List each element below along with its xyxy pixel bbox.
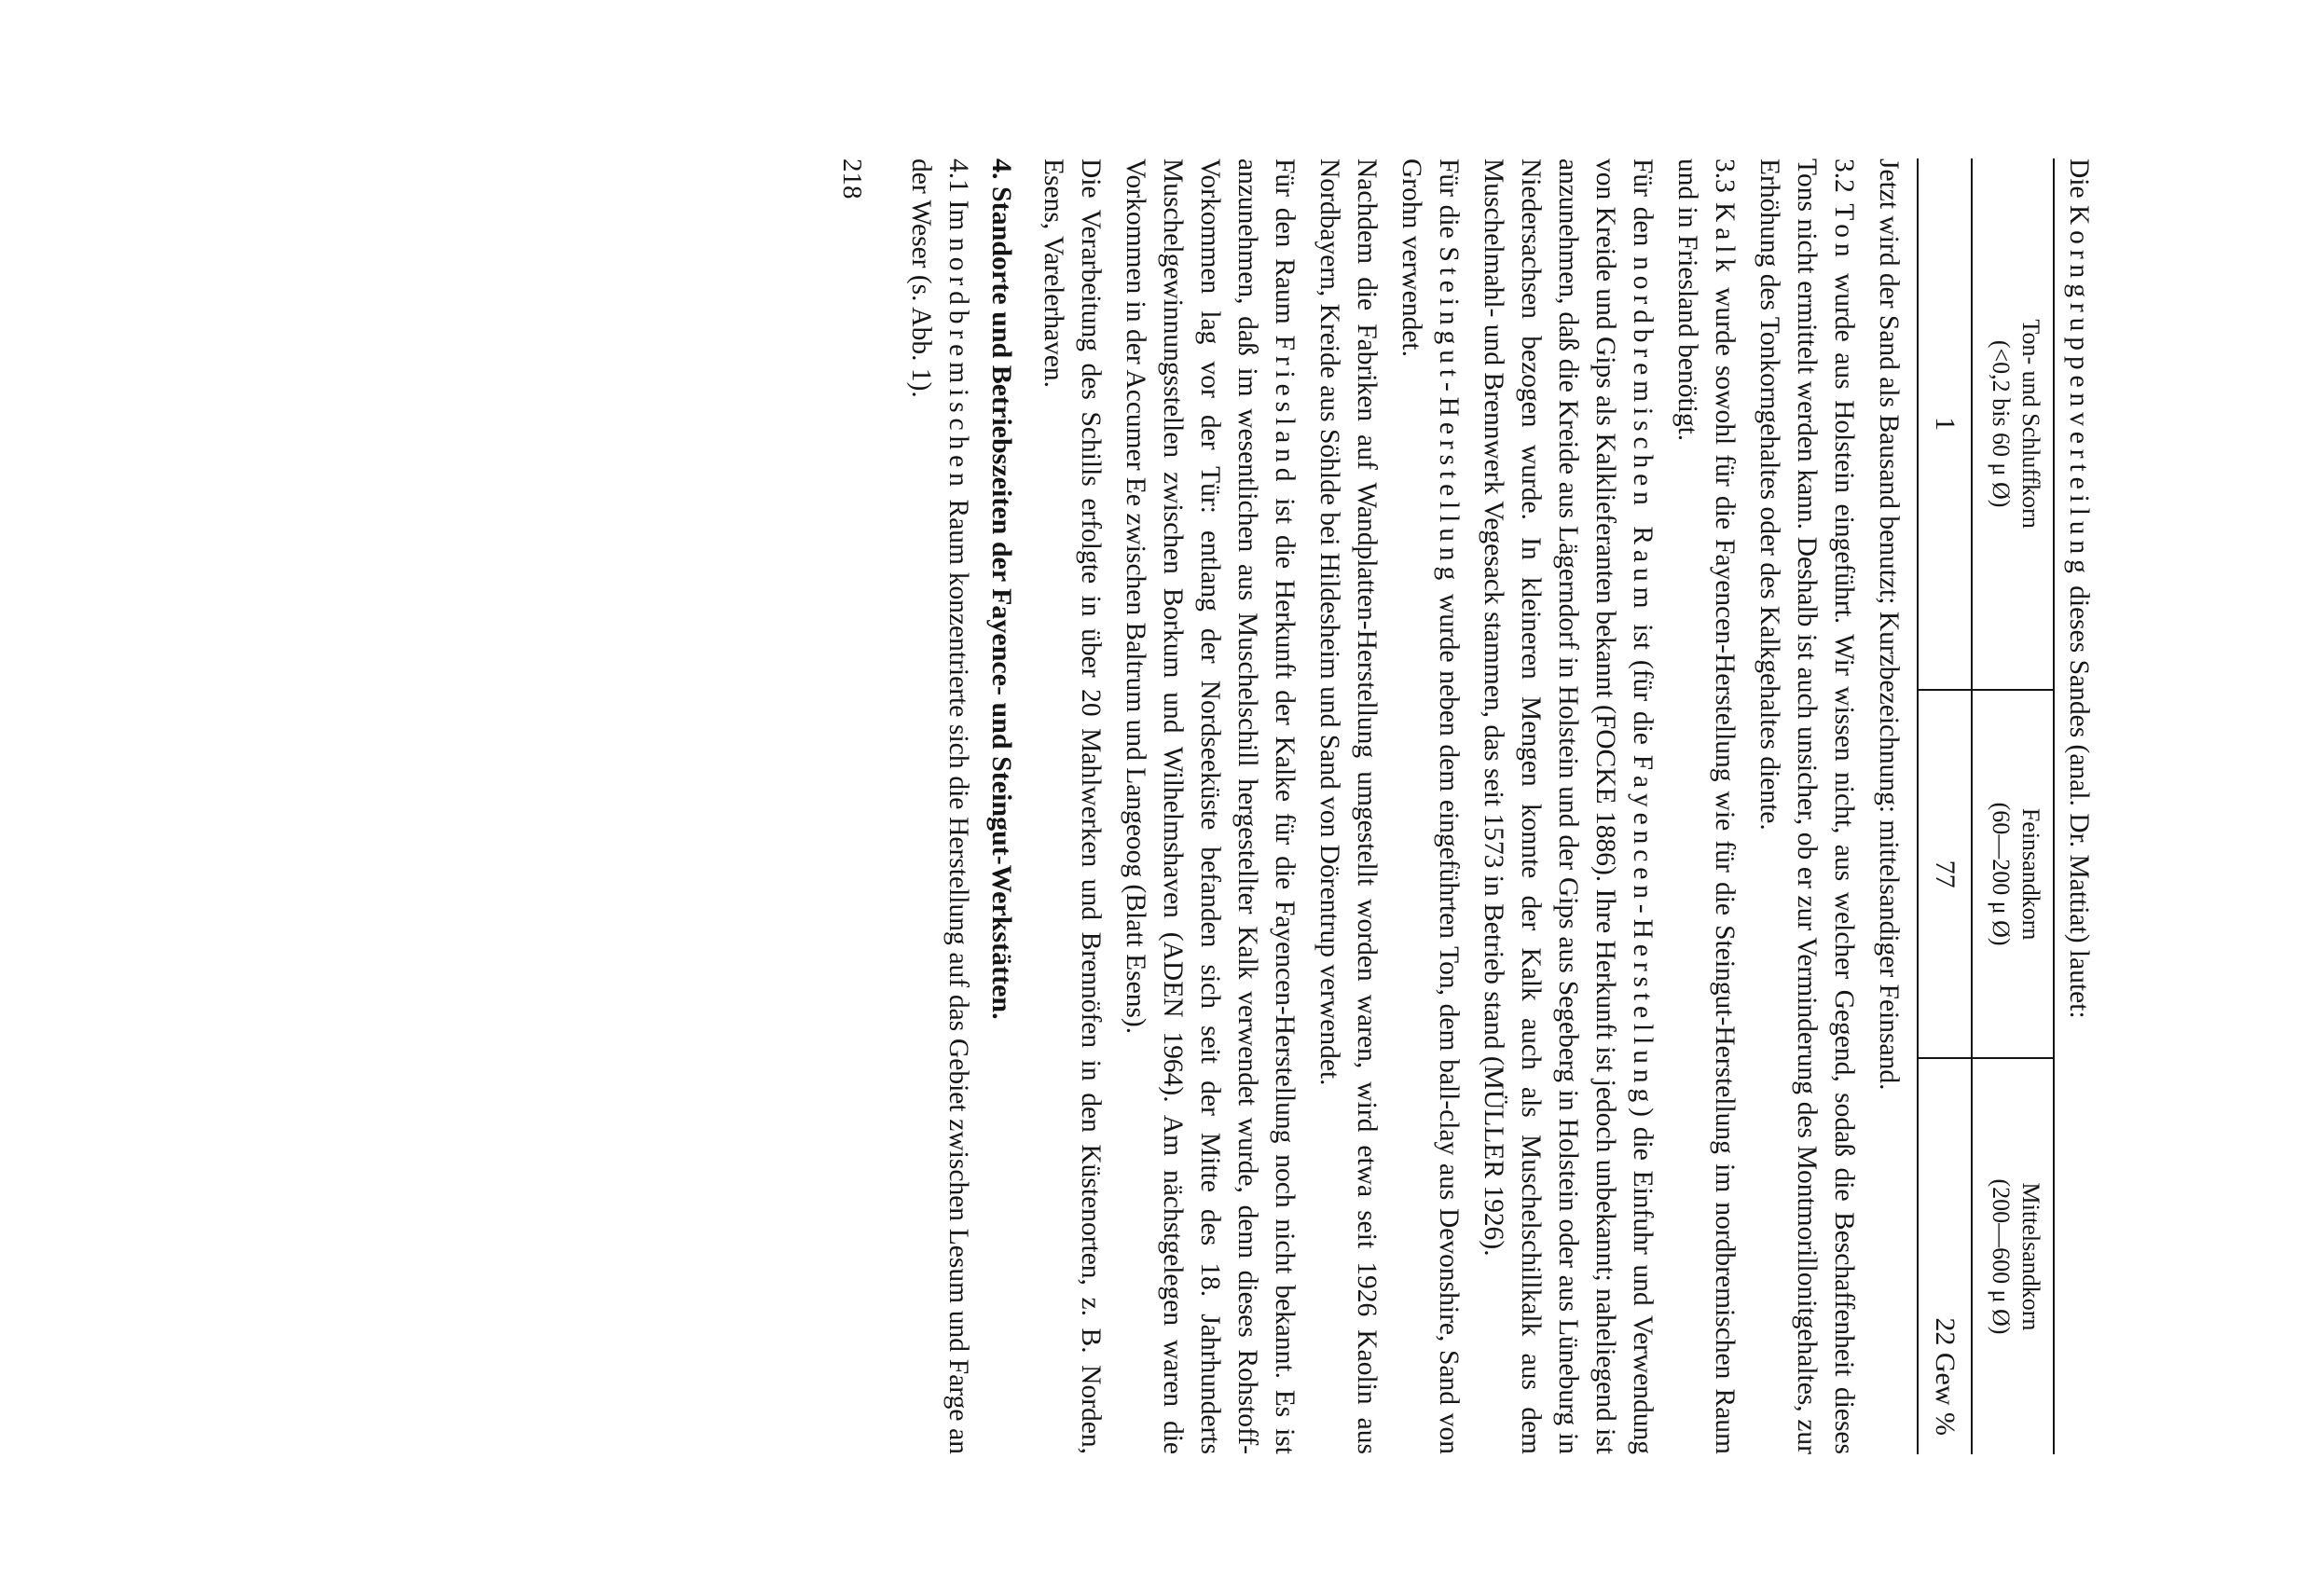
spaced-term: nordbremischen Raum xyxy=(1628,256,1658,614)
header-fine-sand: Feinsandkorn (60—200 μ Ø) xyxy=(1972,690,2054,1058)
section-3-2: 3.2 Ton wurde aus Holstein eingeführt. Wir wissen nicht, aus welcher Gegend, sodaß die Beschaffenheit dieses Tons nicht ermittelt werden kann. Deshalb ist auch unsicher, ob er zur Verminderung des Montmorillonitgehaltes, zur Erhöhung des Tonkorngehaltes oder des Kalkgehaltes diente. xyxy=(1755,158,1859,1455)
value-clay-silt: 1 xyxy=(1918,158,1972,690)
section-3-3: 3.3 Kalk wurde sowohl für die Fayencen-Herstellung wie für die Steingut-Herstellung im nordbremischen Raum und in Friesland benötigt. xyxy=(1672,158,1740,1455)
table-header-row xyxy=(1972,158,2054,1454)
paragraph-steingut: Für die Steingut-Herstellung wurde neben dem eingeführten Ton, dem ball-clay aus Devonshire, Sand von Grohn verwendet. xyxy=(1397,158,1464,1454)
spaced-term: Ton xyxy=(1829,203,1859,263)
paragraph-nordbremisch: Für den nordbremischen Raum ist (für die Fayencen-Herstellung) die Einfuhr und Verwendung von Kreide und Gips als Kalklieferanten bekannt (FOCKE 1886). Ihre Herkunft ist jedoch unbekannt; naheliegend ist anzunehmen, daß die Kreide aus Lägerndorf in Holstein und der Gips aus Segeberg in Holstein oder aus Lüneburg in Niedersachsen bezogen wurde. In kleineren Mengen konnte der Kalk auch als Muschelschillkalk aus dem Muschelmahl- und Brennwerk Vegesack stammen, das seit 1573 in Betrieb stand (MÜLLER 1926). xyxy=(1479,158,1658,1455)
rotated-page xyxy=(326,158,2098,1454)
value-fine-sand: 77 xyxy=(1918,690,1972,1058)
spaced-term: Steingut-Herstellung xyxy=(1434,246,1464,586)
section-4-1: 4.1 Im nordbremischen Raum konzentrierte sich die Herstellung auf das Gebiet zwischen Lesum und Farge an der Weser (s. Abb. 1). xyxy=(906,158,973,1454)
value-medium-sand: 22 Gew % xyxy=(1918,1058,1972,1454)
grain-size-table xyxy=(1917,158,2055,1454)
spaced-term: Friesland xyxy=(1270,335,1300,488)
section-heading-4: 4. Standorte und Betriebszeiten der Fayence- und Steingut-Werkstätten. xyxy=(986,158,1017,1020)
page-number: 218 xyxy=(837,158,867,200)
paragraph-verarbeitung: Die Verarbeitung des Schills erfolgte in über 20 Mahlwerken und Brennöfen in den Küstenorten, z. B. Norden, Esens, Varelerhaven. xyxy=(1039,158,1106,1454)
header-medium-sand: Mittelsandkorn (200—600 μ Ø) xyxy=(1972,1058,2054,1454)
paragraph-fabriken: Nachdem die Fabriken auf Wandplatten-Herstellung umgestellt worden waren, wird etwa seit 1926 Kaolin aus Nordbayern, Kreide aus Söhlde bei Hildesheim und Sand von Dörentrup verwendet. xyxy=(1314,158,1382,1454)
spaced-term: Fayencen-Herstellung xyxy=(1628,754,1658,1108)
spaced-term: Kalk xyxy=(1710,202,1740,278)
table-row xyxy=(1918,158,1972,1454)
paragraph-friesland: Für den Raum Friesland ist die Herkunft der Kalke für die Fayencen-Herstellung noch nicht bekannt. Es ist anzunehmen, daß im wesentlichen aus Muschelschill hergestellter Kalk verwendet wurde, denn dieses Rohstoff-Vorkommen lag vor der Tür: entlang der Nordseeküste befanden sich seit der Mitte des 18. Jahrhunderts Muschelgewinnungsstellen zwischen Borkum und Wilhelmshaven (ADEN 1964). Am nächstgelegen waren die Vorkommen in der Accumer Ee zwischen Baltrum und Langeoog (Blatt Esens). xyxy=(1121,158,1300,1454)
intro-line: Die Korngruppenverteilung dieses Sandes (anal. Dr. Mattiat) lautet: xyxy=(2064,158,2094,1019)
header-clay-silt: Ton- und Schluffkorn (<0,2 bis 60 μ Ø) xyxy=(1972,158,2054,690)
spaced-term: nordbremischen xyxy=(943,238,973,492)
after-table-text: Jetzt wird der Sand als Bausand benutzt; Kurzbezeichnung: mittelsandiger Feinsand. xyxy=(1874,158,1904,1091)
spaced-term: Korngruppenverteilung xyxy=(2064,204,2094,579)
